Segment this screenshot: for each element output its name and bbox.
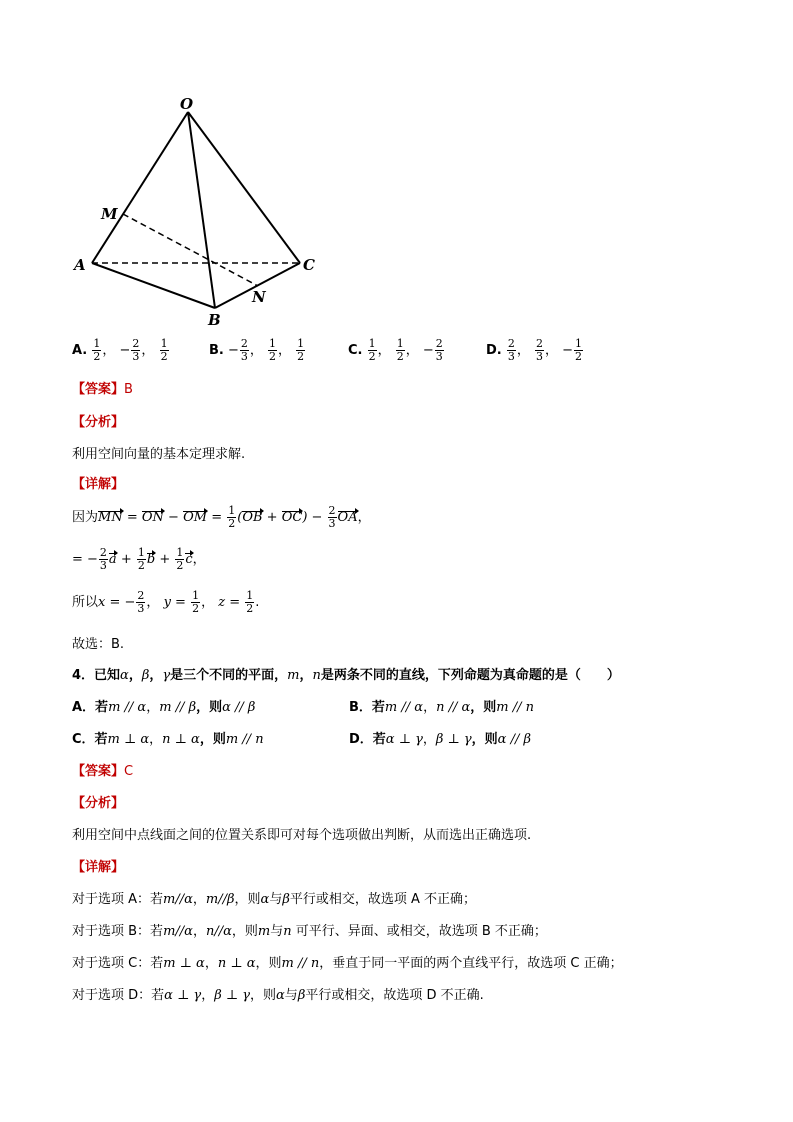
q4-option-d[interactable]: D．若α ⊥ γ，β ⊥ γ，则α // β: [349, 732, 531, 747]
answer-label: 【答案】: [72, 764, 125, 779]
q3-option-c[interactable]: C. $\frac{1}{2}$ ， $\frac{1}{2}$ ， − $\frac{2}{3}$: [348, 337, 443, 363]
q4-option-c[interactable]: C．若m ⊥ α，n ⊥ α，则m // n: [72, 732, 264, 747]
q4-detail-b: 对于选项 B：若m//α，n//α，则m与n 可平行、异面、或相交，故选项 B 不正确；: [72, 924, 547, 939]
tetrahedron-figure: [70, 92, 340, 332]
q3-detail-line1: 因为MN = ON − OM = $\frac{1}{2}$ (OB + OC) − $\frac{2}{3}$ OA，: [72, 504, 371, 530]
q3-detail-label: 【详解】: [72, 477, 125, 492]
q4-detail-c: 对于选项 C：若m ⊥ α，n ⊥ α，则m // n，垂直于同一平面的两个直线平行，故选项 C 正确；: [72, 956, 623, 971]
label-M: M: [101, 205, 118, 223]
q3-answer-line: [72, 378, 133, 397]
edge-OA: [92, 112, 188, 263]
q4-detail-label: 【详解】: [72, 860, 125, 875]
q3-option-a[interactable]: A. $\frac{1}{2}$ ， − $\frac{2}{3}$ ， $\frac{1}{2}$: [72, 337, 168, 363]
q3-conclusion: 故选：B.: [72, 637, 125, 652]
q4-analysis-label: 【分析】: [72, 796, 125, 811]
answer-value: B: [124, 382, 133, 397]
option-letter: B.: [209, 343, 224, 358]
q3-detail-line2: = − $\frac{2}{3}$ a + $\frac{1}{2}$ b + $\frac{1}{2}$ c，: [72, 546, 206, 572]
q4-option-a[interactable]: A．若m // α，m // β，则α // β: [72, 700, 256, 715]
edge-AB: [92, 263, 215, 308]
q3-option-d[interactable]: D. $\frac{2}{3}$ ， $\frac{2}{3}$ ， − $\frac{1}{2}$: [486, 337, 583, 363]
q4-stem: 4．已知α，β，γ是三个不同的平面，m，n是两条不同的直线，下列命题为真命题的是（ ）: [72, 668, 620, 683]
q3-option-b[interactable]: B. − $\frac{2}{3}$ ， $\frac{1}{2}$ ， $\frac{1}{2}$: [209, 337, 305, 363]
q4-detail-a: 对于选项 A：若m//α，m//β，则α与β平行或相交，故选项 A 不正确；: [72, 892, 477, 907]
q4-option-b[interactable]: B．若m // α，n // α，则m // n: [349, 700, 535, 715]
label-B: B: [208, 311, 221, 329]
q3-analysis-label: 【分析】: [72, 415, 125, 430]
q4-answer-line: [72, 760, 133, 779]
q4-detail-d: 对于选项 D：若α ⊥ γ，β ⊥ γ，则α与β平行或相交，故选项 D 不正确.: [72, 988, 484, 1003]
label-N: N: [252, 288, 266, 306]
q3-detail-line3: 所以x = − $\frac{2}{3}$ ， y = $\frac{1}{2}$ ， z = $\frac{1}{2}$ .: [72, 589, 260, 615]
option-letter: D.: [486, 343, 502, 358]
option-letter: C.: [348, 343, 363, 358]
q3-analysis-text: 利用空间向量的基本定理求解.: [72, 447, 246, 462]
label-C: C: [303, 256, 315, 274]
label-O: O: [180, 95, 194, 113]
label-A: A: [74, 256, 86, 274]
answer-value: C: [124, 764, 134, 779]
answer-label: 【答案】: [72, 382, 125, 397]
segment-MN-hidden: [123, 214, 258, 286]
option-letter: A.: [72, 343, 88, 358]
q4-analysis-text: 利用空间中点线面之间的位置关系即可对每个选项做出判断，从而选出正确选项.: [72, 828, 532, 843]
